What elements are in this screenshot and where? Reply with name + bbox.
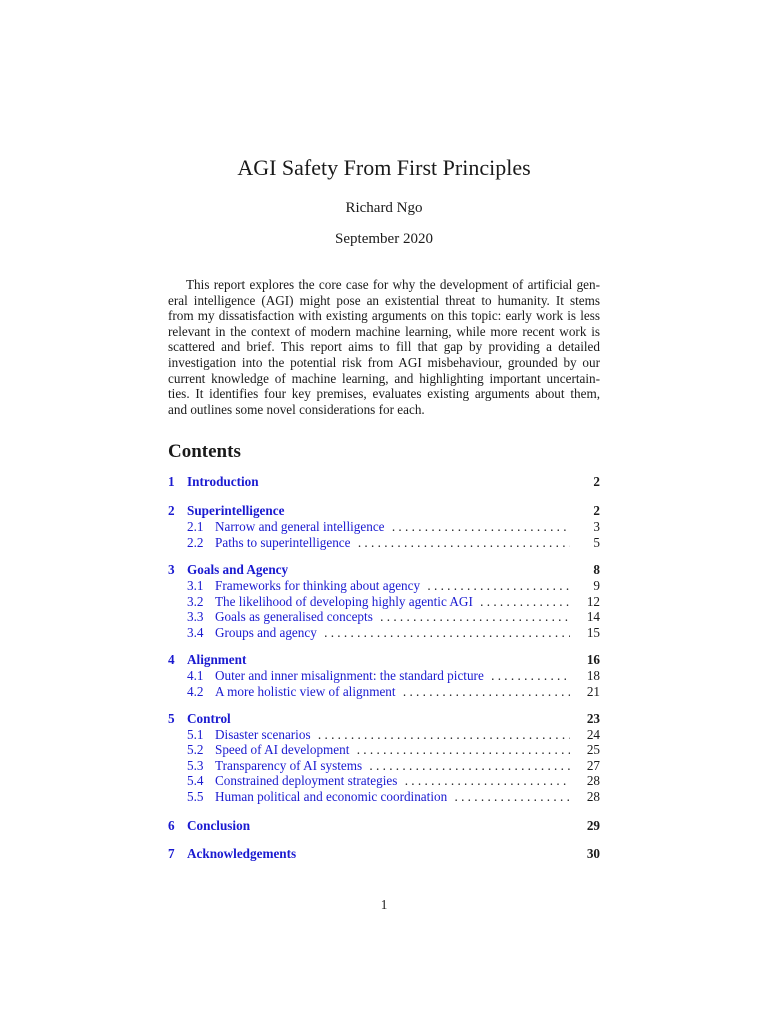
toc-section-conclusion[interactable] <box>168 818 600 835</box>
toc-subsection-paths[interactable] <box>168 535 600 551</box>
toc-subsection-number: 4.1 <box>187 668 204 683</box>
abstract-line: relevant in the context of modern machine learning, while more recent work is <box>168 323 600 339</box>
toc-subsection-speed[interactable] <box>168 742 600 758</box>
toc-subsection-likelihood[interactable] <box>168 594 600 610</box>
toc-page-number: 28 <box>586 789 600 804</box>
toc-section-number: 5 <box>168 711 175 726</box>
toc-page-number: 27 <box>586 758 600 773</box>
abstract-line: current knowledge of machine learning, and highlighting important uncertain- <box>168 370 600 386</box>
toc-section-link[interactable]: Superintelligence <box>187 503 285 518</box>
abstract <box>168 277 600 417</box>
toc-page-number: 2 <box>593 474 600 489</box>
toc-subsection-constrained[interactable] <box>168 773 600 789</box>
toc-subsection-link[interactable]: Outer and inner misalignment: the standard picture <box>215 668 488 683</box>
toc-section-goals-agency[interactable] <box>168 562 600 579</box>
toc-page-number: 23 <box>586 711 600 726</box>
abstract-line: and outlines some novel considerations for each. <box>168 401 425 417</box>
contents-heading: Contents <box>168 441 241 462</box>
toc-subsection-number: 2.2 <box>187 535 204 550</box>
toc-section-link[interactable]: Control <box>187 711 231 726</box>
toc-subsection-groups[interactable] <box>168 625 600 641</box>
toc-subsection-link[interactable]: Disaster scenarios <box>215 727 315 742</box>
toc-section-link[interactable]: Introduction <box>187 474 259 489</box>
toc-page-number: 16 <box>586 652 600 667</box>
toc-section-link[interactable]: Goals and Agency <box>187 562 289 577</box>
toc-subsection-number: 5.3 <box>187 758 204 773</box>
toc-subsection-link[interactable]: The likelihood of developing highly agentic AGI <box>215 594 477 609</box>
toc-section-introduction[interactable] <box>168 474 600 491</box>
toc-subsection-link[interactable]: Groups and agency <box>215 625 321 640</box>
document-title: AGI Safety From First Principles <box>237 155 531 180</box>
toc-page-number: 29 <box>586 818 600 833</box>
toc-section-link[interactable]: Alignment <box>187 652 247 667</box>
toc-page-number: 25 <box>586 742 600 757</box>
toc-subsection-link[interactable]: Frameworks for thinking about agency <box>215 578 424 593</box>
toc-page-number: 3 <box>593 519 600 534</box>
toc-subsection-number: 5.5 <box>187 789 204 804</box>
toc-section-number: 2 <box>168 503 175 518</box>
toc-subsection-number: 3.4 <box>187 625 204 640</box>
toc-page-number: 24 <box>586 727 600 742</box>
toc-section-number: 7 <box>168 846 175 861</box>
toc-subsection-disaster[interactable] <box>168 727 600 743</box>
toc-subsection-narrow-general[interactable] <box>168 519 600 535</box>
toc-section-number: 6 <box>168 818 175 833</box>
toc-page-number: 12 <box>586 594 600 609</box>
toc-subsection-link[interactable]: Goals as generalised concepts <box>215 609 377 624</box>
toc-subsection-link[interactable]: A more holistic view of alignment <box>215 684 400 699</box>
toc-section-number: 1 <box>168 474 175 489</box>
abstract-line: This report explores the core case for why the development of artificial gen- <box>186 277 600 292</box>
toc-page-number: 15 <box>586 625 600 640</box>
toc-section-link[interactable]: Acknowledgements <box>187 846 297 861</box>
toc-subsection-number: 5.4 <box>187 773 204 788</box>
toc-page-number: 28 <box>586 773 600 788</box>
toc-page-number: 18 <box>586 668 600 683</box>
publication-date: September 2020 <box>335 231 433 247</box>
toc-subsection-number: 3.3 <box>187 609 204 624</box>
toc-subsection-link[interactable]: Paths to superintelligence <box>215 535 355 550</box>
toc-page-number: 8 <box>593 562 600 577</box>
toc-page-number: 14 <box>586 609 600 624</box>
toc-section-number: 3 <box>168 562 175 577</box>
page-number: 1 <box>380 897 388 912</box>
toc-subsection-outer-inner[interactable] <box>168 668 600 684</box>
toc-section-number: 4 <box>168 652 175 667</box>
toc-subsection-link[interactable]: Speed of AI development <box>215 742 353 757</box>
toc-section-control[interactable] <box>168 711 600 728</box>
toc-section-link[interactable]: Conclusion <box>187 818 251 833</box>
abstract-line: investigation into the potential risk from AGI misbehaviour, grounded by our <box>168 354 600 370</box>
abstract-line: scattered and brief. This report aims to fill that gap by providing a detailed <box>168 339 600 355</box>
toc-page-number: 2 <box>593 503 600 518</box>
toc-subsection-number: 5.1 <box>187 727 204 742</box>
toc-subsection-number: 2.1 <box>187 519 204 534</box>
toc-subsection-number: 3.2 <box>187 594 204 609</box>
toc-section-acknowledgements[interactable] <box>168 846 600 863</box>
toc-subsection-number: 4.2 <box>187 684 204 699</box>
abstract-line: eral intelligence (AGI) might pose an existential threat to humanity. It stems <box>168 292 600 308</box>
toc-page-number: 5 <box>593 535 600 550</box>
toc-subsection-link[interactable]: Human political and economic coordination <box>215 789 451 804</box>
toc-section-superintelligence[interactable] <box>168 503 600 520</box>
toc-subsection-frameworks[interactable] <box>168 578 600 594</box>
toc-subsection-goals-concepts[interactable] <box>168 609 600 625</box>
toc-subsection-transparency[interactable] <box>168 758 600 774</box>
toc-section-alignment[interactable] <box>168 652 600 669</box>
abstract-line: ties. It identifies four key premises, evaluates existing arguments about them, <box>168 386 600 402</box>
abstract-line: from my dissatisfaction with existing arguments on this topic: early work is less <box>168 308 600 324</box>
toc-subsection-holistic[interactable] <box>168 684 600 700</box>
toc-page-number: 30 <box>586 846 600 861</box>
toc-subsection-link[interactable]: Transparency of AI systems <box>215 758 366 773</box>
author-name: Richard Ngo <box>345 200 423 216</box>
toc-subsection-number: 5.2 <box>187 742 204 757</box>
toc-subsection-coordination[interactable] <box>168 789 600 805</box>
toc-subsection-link[interactable]: Constrained deployment strategies <box>215 773 401 788</box>
toc-subsection-number: 3.1 <box>187 578 204 593</box>
toc-page-number: 9 <box>593 578 600 593</box>
toc-page-number: 21 <box>586 684 600 699</box>
toc-subsection-link[interactable]: Narrow and general intelligence <box>215 519 389 534</box>
